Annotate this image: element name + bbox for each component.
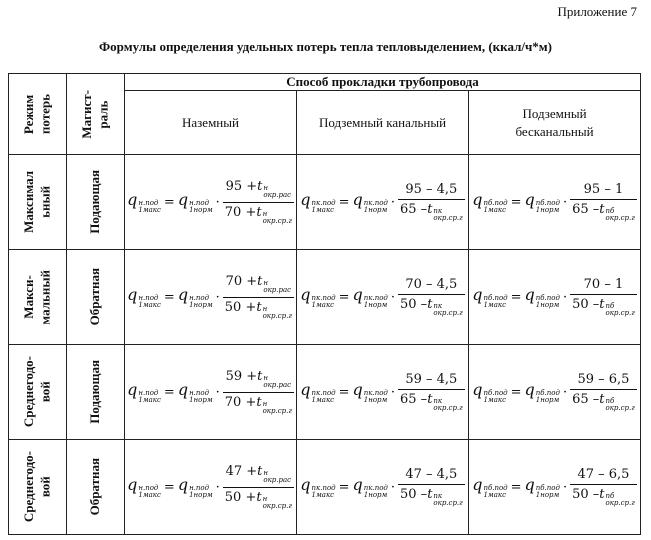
table-body — [9, 155, 641, 535]
mode-cell — [9, 250, 67, 345]
q-norm: q пк.под 1норм — [352, 475, 388, 499]
numerator: 70 – 1 — [583, 276, 624, 292]
q-max: q пк.под 1макс — [300, 190, 336, 214]
denominator: 50 – t пк окр.ср.г — [400, 486, 463, 507]
q-max: q н.под 1макс — [127, 380, 161, 404]
q-norm: q н.под 1норм — [177, 285, 213, 309]
formula-cell — [469, 155, 641, 250]
main-label: Подающая — [87, 170, 103, 234]
fraction — [570, 277, 637, 318]
q-norm: q пк.под 1норм — [352, 190, 388, 214]
formula: q пк.под 1макс = q пк.под 1норм · 70 – 4,5 50 – t пк окр.ср.г — [300, 276, 463, 317]
formula: q пб.под 1макс = q пб.под 1норм · 59 – 6,5 65 – t пб окр.ср.г — [472, 371, 635, 412]
numerator: 95 – 1 — [583, 181, 624, 197]
q-max: q н.под 1макс — [127, 190, 161, 214]
header-main-cell — [67, 74, 125, 155]
numerator: 59 + t н окр.рас — [225, 368, 292, 390]
denominator: 70 + t н окр.ср.г — [224, 394, 292, 415]
denominator: 70 + t н окр.ср.г — [224, 204, 292, 225]
q-max: q пк.под 1макс — [300, 380, 336, 404]
mode-cell — [9, 440, 67, 535]
numerator: 70 + t н окр.рас — [225, 273, 292, 295]
denominator: 50 – t пб окр.ср.г — [572, 296, 635, 317]
formula-cell — [297, 345, 469, 440]
formula-cell — [469, 345, 641, 440]
denominator: 65 – t пб окр.ср.г — [572, 391, 635, 412]
formula: q пб.под 1макс = q пб.под 1норм · 95 – 1 65 – t пб окр.ср.г — [472, 181, 635, 222]
header-method-group: Способ прокладки трубопровода — [125, 74, 641, 91]
mode-label: Среднегодо- вой — [21, 451, 53, 523]
formula: q пк.под 1макс = q пк.под 1норм · 59 – 4,5 65 – t пк окр.ср.г — [300, 371, 463, 412]
numerator: 95 + t н окр.рас — [225, 178, 292, 200]
formula-table — [8, 73, 641, 535]
header-main: Магист- раль — [79, 89, 111, 139]
formula-cell — [125, 250, 297, 345]
formula: q н.под 1макс = q н.под 1норм · 47 + t н окр.рас 50 + t н окр.ср.г — [127, 463, 292, 510]
q-max: q пк.под 1макс — [300, 285, 336, 309]
fraction — [398, 182, 465, 223]
mode-label: Среднегодо- вой — [21, 356, 53, 428]
fraction — [223, 464, 294, 510]
main-cell — [67, 440, 125, 535]
formula: q н.под 1макс = q н.под 1норм · 95 + t н окр.рас 70 + t н окр.ср.г — [127, 178, 292, 225]
formula: q н.под 1макс = q н.под 1норм · 59 + t н окр.рас 70 + t н окр.ср.г — [127, 368, 292, 415]
formula-cell — [125, 345, 297, 440]
main-label: Подающая — [87, 360, 103, 424]
q-norm: q пб.под 1норм — [524, 475, 560, 499]
formula-cell — [469, 250, 641, 345]
numerator: 95 – 4,5 — [405, 181, 458, 197]
formula-cell — [125, 440, 297, 535]
numerator: 47 – 6,5 — [577, 466, 630, 482]
fraction — [223, 369, 294, 415]
numerator: 47 + t н окр.рас — [225, 463, 292, 485]
q-norm: q н.под 1норм — [177, 475, 213, 499]
formula: q пк.под 1макс = q пк.под 1норм · 95 – 4,5 65 – t пк окр.ср.г — [300, 181, 463, 222]
appendix-label: Приложение 7 — [557, 4, 637, 19]
numerator: 70 – 4,5 — [405, 276, 458, 292]
q-norm: q н.под 1норм — [177, 380, 213, 404]
denominator: 50 – t пб окр.ср.г — [572, 486, 635, 507]
formula: q пк.под 1макс = q пк.под 1норм · 47 – 4,5 50 – t пк окр.ср.г — [300, 466, 463, 507]
formula-cell — [469, 440, 641, 535]
numerator: 59 – 6,5 — [577, 371, 630, 387]
denominator: 65 – t пк окр.ср.г — [400, 201, 463, 222]
q-max: q пб.под 1макс — [472, 190, 508, 214]
fraction — [398, 277, 465, 318]
header-mode-cell — [9, 74, 67, 155]
q-max: q н.под 1макс — [127, 285, 161, 309]
q-max: q н.под 1макс — [127, 475, 161, 499]
formula: q пб.под 1макс = q пб.под 1норм · 47 – 6,5 50 – t пб окр.ср.г — [472, 466, 635, 507]
document-title: Формулы определения удельных потерь тепла тепловыделением, (ккал/ч*м) — [99, 39, 552, 54]
numerator: 59 – 4,5 — [405, 371, 458, 387]
mode-label: Макси- мальный — [21, 269, 53, 325]
main-cell — [67, 155, 125, 250]
q-max: q пк.под 1макс — [300, 475, 336, 499]
fraction — [570, 182, 637, 223]
fraction — [398, 467, 465, 508]
q-max: q пб.под 1макс — [472, 285, 508, 309]
mode-cell — [9, 345, 67, 440]
denominator: 50 + t н окр.ср.г — [224, 299, 292, 320]
formula-cell — [297, 250, 469, 345]
q-norm: q пк.под 1норм — [352, 285, 388, 309]
q-max: q пб.под 1макс — [472, 475, 508, 499]
fraction — [570, 372, 637, 413]
fraction — [223, 274, 294, 320]
main-label: Обратная — [87, 268, 103, 326]
q-norm: q пк.под 1норм — [352, 380, 388, 404]
denominator: 65 – t пб окр.ср.г — [572, 201, 635, 222]
main-cell — [67, 250, 125, 345]
q-norm: q пб.под 1норм — [524, 380, 560, 404]
fraction — [570, 467, 637, 508]
q-norm: q пб.под 1норм — [524, 190, 560, 214]
mode-label: Максимал ьный — [21, 171, 53, 233]
fraction — [223, 179, 294, 225]
q-norm: q н.под 1норм — [177, 190, 213, 214]
mode-cell — [9, 155, 67, 250]
fraction — [398, 372, 465, 413]
formula-cell — [297, 440, 469, 535]
header-method-surface: Наземный — [125, 91, 297, 155]
table-row — [9, 345, 641, 440]
numerator: 47 – 4,5 — [405, 466, 458, 482]
denominator: 65 – t пк окр.ср.г — [400, 391, 463, 412]
main-cell — [67, 345, 125, 440]
formula: q пб.под 1макс = q пб.под 1норм · 70 – 1 50 – t пб окр.ср.г — [472, 276, 635, 317]
formula-cell — [125, 155, 297, 250]
main-label: Обратная — [87, 458, 103, 516]
formula-cell — [297, 155, 469, 250]
denominator: 50 + t н окр.ср.г — [224, 489, 292, 510]
table-row — [9, 155, 641, 250]
denominator: 50 – t пк окр.ср.г — [400, 296, 463, 317]
table-row — [9, 250, 641, 345]
q-max: q пб.под 1макс — [472, 380, 508, 404]
header-method-channelless: Подземный бесканальный — [469, 91, 641, 155]
header-mode: Режим потерь — [21, 93, 53, 135]
q-norm: q пб.под 1норм — [524, 285, 560, 309]
formula: q н.под 1макс = q н.под 1норм · 70 + t н окр.рас 50 + t н окр.ср.г — [127, 273, 292, 320]
header-method-channel: Подземный канальный — [297, 91, 469, 155]
table-row — [9, 440, 641, 535]
